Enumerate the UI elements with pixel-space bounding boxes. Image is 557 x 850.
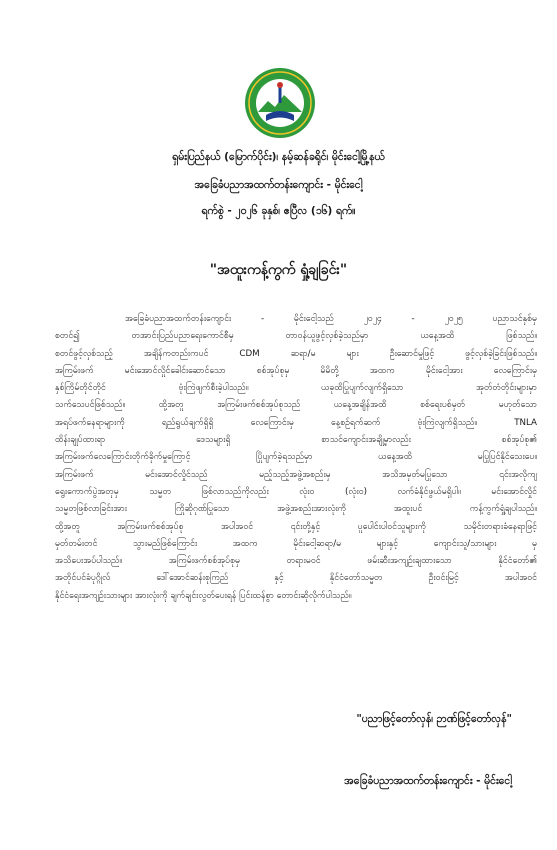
body-line: အခြေခံပညာအထက်တန်းကျောင်း - မိုင်းငေါ့သည် ၂၀၂၄ - ၂၀၂၅ ပညာသင်နှစ်မှ [125,314,537,324]
body-line: အကြမ်းဖက် မင်းအောင်လှိုင်ခေါင်းဆောင်သော စစ်အုပ်စုမှ မိမိတို့ အထက မိုင်းငေါ့အား လေကြောင်းမှ [55,365,537,376]
school-council-logo [244,67,316,139]
body-line: ထို့အတူ အကြမ်းဖက်စစ်အုပ်စု အပါအဝင် ၎င်းတို့နှင့် ပူပေါင်းပါဝင်သူများကို သမိုင်းတရားခံနေရာဖြင့် [55,521,537,532]
statement-body [55,311,537,605]
body-line: သမ္မတဖြစ်လာခြင်းအား ကြိုဆိုဂုဏ်ပြုသော အဖွဲ့အစည်းအားလုံးကို အထူးပင် ကန့်ကွက်ရှုံ့ချပါသည်။ [55,504,537,515]
signature-school: အခြေခံပညာအထက်တန်းကျောင်း - မိုင်းငေါ့ [344,775,512,787]
body-line: စတင်၍ တအာင်းပြည်ပညာရေးကောင်စီမှ တာဝန်ယူဖွင့်လှစ်ခဲ့သည်မှာ ယနေ့အထိ ဖြစ်သည်။ [55,331,537,342]
body-line: အရပ်ဖက်နေရာများကို ရည်ရွယ်ချက်ရှိရှိ လေကြောင်းမှ နေ့စဉ်ရက်ဆက် ဗုံးကြဲလျက်ရှိသည်။ TNLA [55,417,537,428]
school-motto: "ပညာဖြင့်တော်လှန်၊ ဉာဏ်ဖြင့်တော်လှန်" [356,713,512,725]
body-line: စတင်ဖွင့်လှစ်သည့် အချိန်ကတည်းကပင် CDM ဆရာ/မ များ ဦးဆောင်မှုဖြင့် ဖွင့်လှစ်ခဲ့ခြင်းဖြစ်သည်။ [55,348,537,359]
header-location: ရှမ်းပြည်နယ် (မြောက်ပိုင်း)၊ နမ့်ဆန်ခရိုင်၊ မိုင်းငေါ့မြို့နယ် [172,151,385,163]
logo-sun-icon [277,82,283,88]
body-line: ရွေးကောက်ပွဲအတုမှ သမ္မတ ဖြစ်လာသည်ကိုလည်း လုံး၀ (လုံး၀) လက်ခံနိုင်ဖွယ်မရှိပါ။ မင်းအောင်လှိုင် [55,486,537,497]
body-line: နိုင်ငံရေးအကျဉ်းသားများ အားလုံးကို ချက်ချင်းလွတ်ပေးရန် ပြင်းထန်စွာ တောင်းဆိုလိုက်ပါသည်။ [55,590,352,601]
body-line: အကြမ်းဖက်လေကြောင်းတိုက်ခိုက်မှုကြောင့် ပြိုပျက်ခဲ့ရသည်မှာ ယနေ့အထိ မပြုပြင်နိုင်သေးပေ။ [55,452,537,463]
body-line: ထိန်းချုပ်ထားရာ ဒေသများရှိ စာသင်ကျောင်းအချို့မှာလည်း စစ်အုပ်စု၏ [55,435,537,446]
body-line: သက်သေပင်ဖြစ်သည်။ ထို့အတူ အကြမ်းဖက်စစ်အုပ်စုသည် ယနေ့အချိန်အထိ စစ်ရေးပစ်မှတ် မဟုတ်သော [55,400,537,411]
statement-title: "အထူးကန့်ကွက် ရှုံ့ချခြင်း" [209,262,348,278]
body-line: အတိုင်ပင်ခံပုဂ္ဂိုလ် ဒေါ်အောင်ဆန်းစုကြည် နှင့် နိုင်ငံတော်သမ္မတ ဦးဝင်းမြင့် အပါအဝင် [55,573,537,584]
header-date: ရက်စွဲ - ၂၀၂၆ ခုနှစ်၊ ဧပြီလ (၁၆) ရက်။ [201,205,356,217]
body-line: မှတ်တမ်းတင် သွားမည်ဖြစ်ကြောင်း အထက မိုင်းငေါ့ဆရာ/မ များနှင့် ကျောင်းသူ/သားများ မှ [55,538,537,549]
logo-pen-icon [279,87,282,103]
body-line: အကြမ်းဖက် မင်းအောင်လှိုင်သည် မည့်သည့်အဖွဲ့အစည်းမှ အသိအမှတ်မပြုသော ၎င်းအလိုကျ [55,469,537,480]
header-school-name: အခြေခံပညာအထက်တန်းကျောင်း - မိုင်းငေါ့ [194,179,363,191]
body-line: အသိပေးအပ်ပါသည်။ အကြမ်းဖက်စစ်အုပ်စုမှ တရားမဝင် ဖမ်းဆီးအကျဉ်းချထားသော နိုင်ငံတော်၏ [55,556,537,567]
body-line: နှစ်ကြိမ်တိုင်တိုင် ဗုံးကြဲဖျက်စီးခဲ့ပါသည်။ ယခုထိပြုပျက်လျက်ရှိသော အုတ်တံတိုင်းများမှာ [55,383,537,394]
